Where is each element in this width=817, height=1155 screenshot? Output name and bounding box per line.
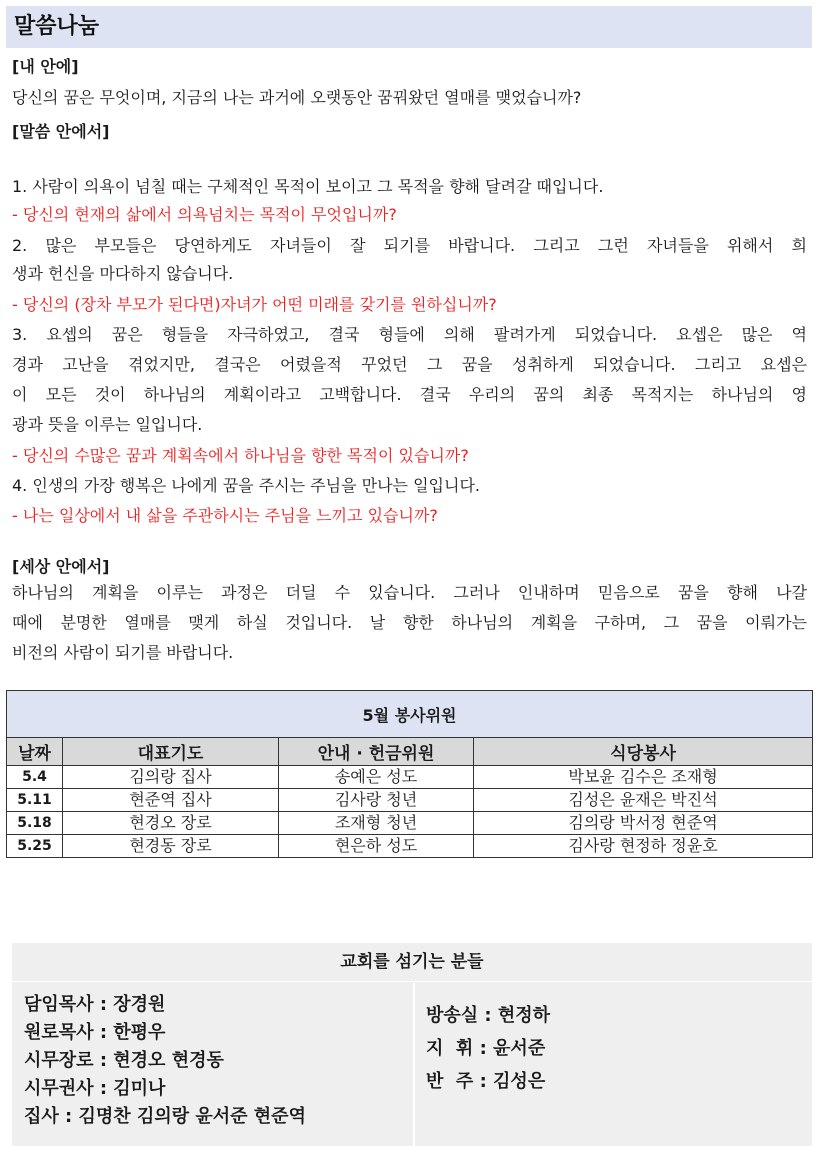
table-row bbox=[7, 835, 813, 858]
word-point-3-cont-3: 광과 뜻을 이루는 일입니다. bbox=[12, 415, 203, 434]
cell-kitchen: 김성은 윤재은 박진석 bbox=[474, 789, 813, 812]
word-point-2-cont: 생과 헌신을 마다하지 않습니다. bbox=[12, 264, 234, 283]
section-heading-world: [세상 안에서] bbox=[12, 557, 110, 576]
cell-usher: 김사랑 청년 bbox=[279, 789, 474, 812]
word-question-4: - 나는 일상에서 내 삶을 주관하시는 주님을 느끼고 있습니까? bbox=[12, 506, 438, 525]
world-text-3: 비전의 사람이 되기를 바랍니다. bbox=[12, 643, 234, 662]
word-point-1: 1. 사람이 의욕이 넘칠 때는 구체적인 목적이 보이고 그 목적을 향해 달려갈 때입니다. bbox=[12, 177, 604, 196]
staff-broadcast: 방송실 : 현정하 bbox=[426, 1005, 551, 1026]
word-point-3: 3. 요셉의 꿈은 형들을 자극하였고, 결국 형들에 의해 팔려가게 되었습니다. 요셉은 많은 역 bbox=[12, 325, 807, 344]
staff-deacons: 집사 : 김명찬 김의랑 윤서준 현준역 bbox=[24, 1106, 306, 1127]
table-row bbox=[7, 766, 813, 789]
cell-prayer: 김의랑 집사 bbox=[63, 766, 279, 789]
staff-senior-pastor: 담임목사 : 장경원 bbox=[24, 994, 166, 1015]
cell-date: 5.25 bbox=[7, 835, 63, 858]
serving-table-title: 5월 봉사위원 bbox=[7, 691, 813, 738]
cell-kitchen: 박보윤 김수은 조재형 bbox=[474, 766, 813, 789]
section-heading-word: [말씀 안에서] bbox=[12, 122, 110, 141]
staff-right-column bbox=[426, 999, 806, 1098]
staff-left-column bbox=[24, 991, 404, 1131]
cell-usher: 송예은 성도 bbox=[279, 766, 474, 789]
staff-divider bbox=[413, 983, 415, 1146]
col-header-usher: 안내 · 헌금위원 bbox=[279, 738, 474, 766]
col-header-date: 날짜 bbox=[7, 738, 63, 766]
staff-title: 교회를 섬기는 분들 bbox=[12, 943, 812, 982]
inner-question-text: 당신의 꿈은 무엇이며, 지금의 나는 과거에 오랫동안 꿈꿔왔던 열매를 맺었습니까? bbox=[12, 88, 582, 107]
staff-elders: 시무장로 : 현경오 현경동 bbox=[24, 1050, 224, 1071]
staff-box bbox=[12, 943, 812, 1146]
page-title: 말씀나눔 bbox=[6, 6, 812, 48]
serving-table-caption-row bbox=[7, 691, 813, 738]
table-row bbox=[7, 812, 813, 835]
cell-prayer: 현준역 집사 bbox=[63, 789, 279, 812]
col-header-kitchen: 식당봉사 bbox=[474, 738, 813, 766]
word-point-2: 2. 많은 부모들은 당연하게도 자녀들이 잘 되기를 바랍니다. 그리고 그런 자녀들을 위해서 희 bbox=[12, 236, 807, 255]
word-point-3-cont-1: 경과 고난을 겪었지만, 결국은 어렸을적 꾸었던 그 꿈을 성취하게 되었습니다. 그리고 요셉은 bbox=[12, 355, 807, 374]
word-point-3-cont-2: 이 모든 것이 하나님의 계획이라고 고백합니다. 결국 우리의 꿈의 최종 목적지는 하나님의 영 bbox=[12, 385, 807, 404]
col-header-prayer: 대표기도 bbox=[63, 738, 279, 766]
section-heading-inner: [내 안에] bbox=[12, 57, 79, 76]
cell-usher: 조재형 청년 bbox=[279, 812, 474, 835]
word-question-2: - 당신의 (장차 부모가 된다면)자녀가 어떤 미래를 갖기를 원하십니까? bbox=[12, 295, 497, 314]
serving-table bbox=[6, 690, 813, 858]
word-question-1: - 당신의 현재의 삶에서 의욕넘치는 목적이 무엇입니까? bbox=[12, 205, 397, 224]
staff-conductor: 지 휘 : 윤서준 bbox=[426, 1038, 546, 1059]
world-text-1: 하나님의 계획을 이루는 과정은 더딜 수 있습니다. 그러나 인내하며 믿음으로 꿈을 향해 나갈 bbox=[12, 583, 807, 602]
cell-kitchen: 김사랑 현정하 정윤호 bbox=[474, 835, 813, 858]
serving-table-header-row bbox=[7, 738, 813, 766]
word-point-4: 4. 인생의 가장 행복은 나에게 꿈을 주시는 주님을 만나는 일입니다. bbox=[12, 476, 480, 495]
cell-prayer: 현경동 장로 bbox=[63, 835, 279, 858]
staff-accompanist: 반 주 : 김성은 bbox=[426, 1071, 546, 1092]
cell-date: 5.4 bbox=[7, 766, 63, 789]
world-text-2: 때에 분명한 열매를 맺게 하실 것입니다. 날 향한 하나님의 계획을 구하며, 그 꿈을 이뤄가는 bbox=[12, 613, 807, 632]
cell-prayer: 현경오 장로 bbox=[63, 812, 279, 835]
table-row bbox=[7, 789, 813, 812]
word-question-3: - 당신의 수많은 꿈과 계획속에서 하나님을 향한 목적이 있습니까? bbox=[12, 446, 469, 465]
cell-date: 5.11 bbox=[7, 789, 63, 812]
staff-emeritus-pastor: 원로목사 : 한평우 bbox=[24, 1022, 166, 1043]
staff-deaconess: 시무권사 : 김미나 bbox=[24, 1078, 166, 1099]
cell-kitchen: 김의랑 박서정 현준역 bbox=[474, 812, 813, 835]
cell-date: 5.18 bbox=[7, 812, 63, 835]
cell-usher: 현은하 성도 bbox=[279, 835, 474, 858]
